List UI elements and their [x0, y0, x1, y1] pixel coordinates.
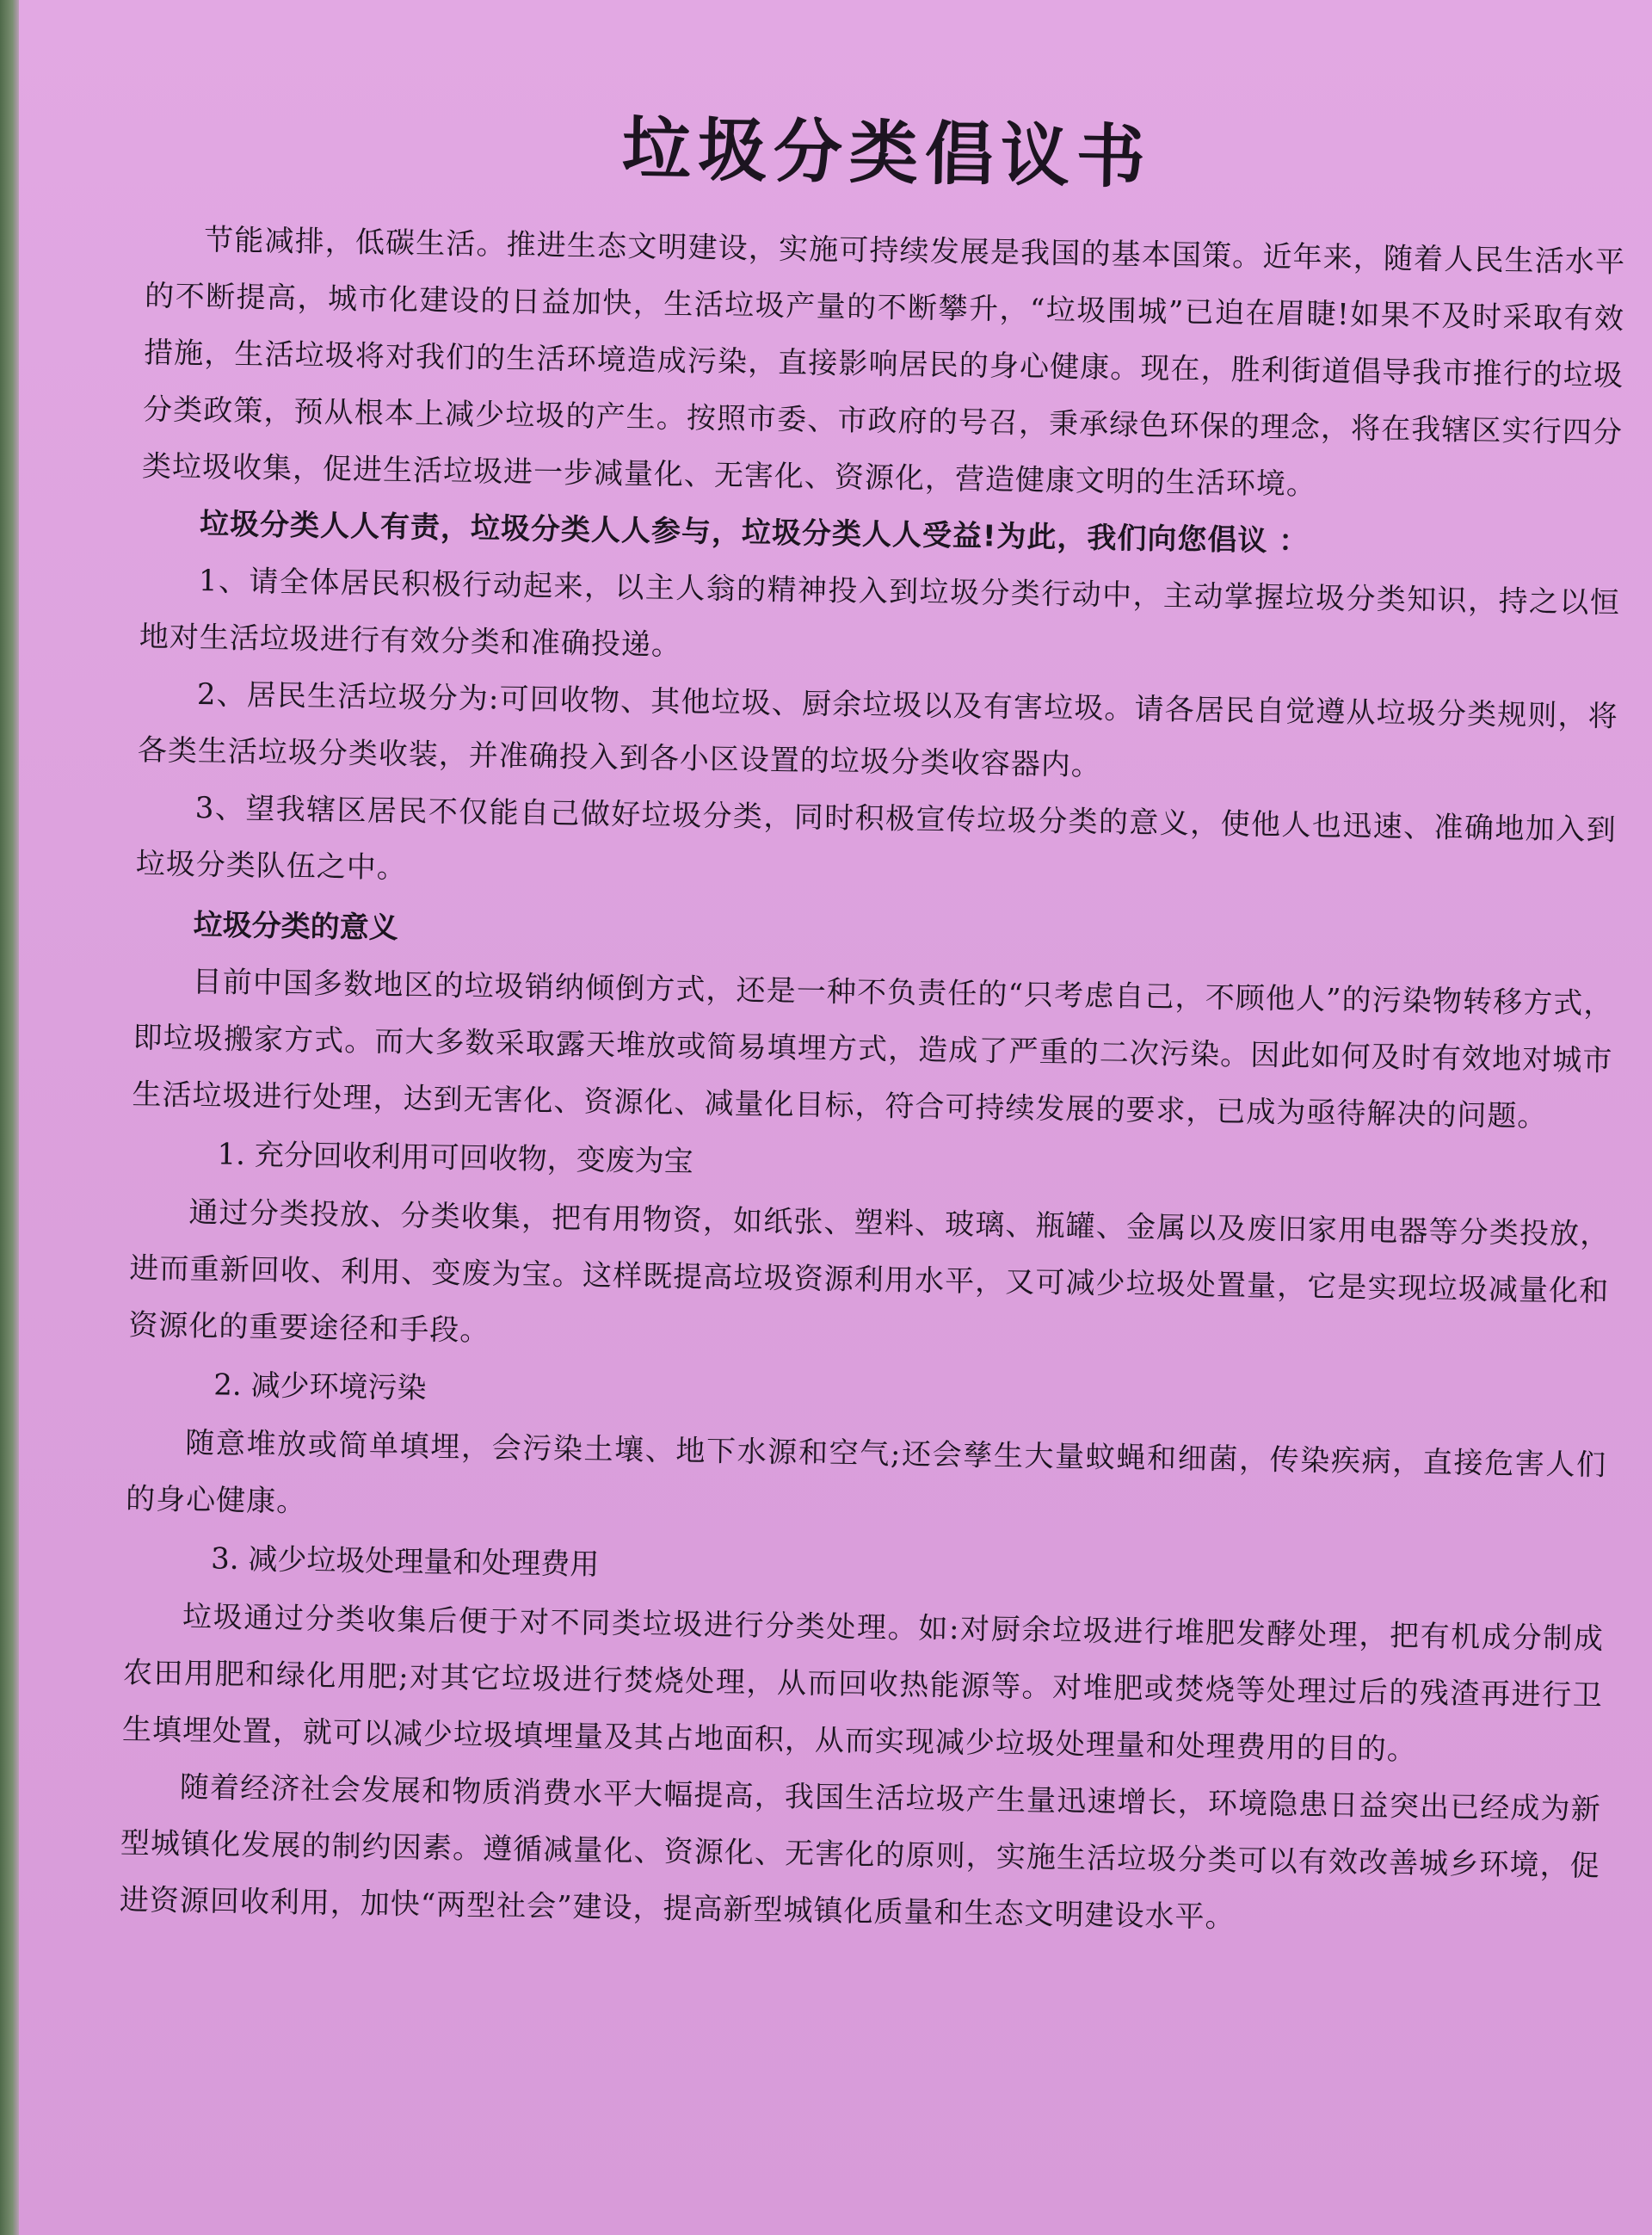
point-body: 垃圾通过分类收集后便于对不同类垃圾进行分类处理。如:对厨余垃圾进行堆肥发酵处理，把有机成分制成农田用肥和绿化用肥;对其它垃圾进行焚烧处理，从而回收热能源等。对堆肥或焚烧等处理过后的残渣再进行卫生填埋处置，就可以减少垃圾填埋量及其占地面积，从而实现减少垃圾处理量和处理费用的目的。 [121, 1599, 1605, 1768]
paper-sheet [19, 0, 1652, 2235]
point-body: 通过分类投放、分类收集，把有用物资，如纸张、塑料、玻璃、瓶罐、金属以及废旧家用电器等分类投放，进而重新回收、利用、变废为宝。这样既提高垃圾资源利用水平，又可减少垃圾处置量，它是实现垃圾减量化和资源化的重要途径和手段。 [128, 1195, 1611, 1349]
page-edge-shadow [0, 0, 21, 2235]
document-title: 垃圾分类倡议书 [621, 108, 1153, 198]
point-heading: 2. 减少环境污染 [213, 1368, 427, 1406]
conclusion-paragraph: 随着经济社会发展和物质消费水平大幅提高，我国生活垃圾产生量迅速增长，环境隐患日益突出已经成为新型城镇化发展的制约因素。遵循减量化、资源化、无害化的原则，实施生活垃圾分类可以有效改善城乡环境，促进资源回收利用，加快“两型社会”建设，提高新型城镇化质量和生态文明建设水平。 [119, 1769, 1602, 1936]
call-to-action-line: 垃圾分类人人有责，垃圾分类人人参与，垃圾分类人人受益!为此，我们向您倡议 ： [199, 507, 1310, 559]
proposal-item: 3、望我辖区居民不仅能自己做好垃圾分类，同时积极宣传垃圾分类的意义，使他人也迅速、准确地加入到垃圾分类队伍之中。 [135, 790, 1617, 886]
meaning-intro-paragraph: 目前中国多数地区的垃圾销纳倾倒方式，还是一种不负责任的“只考虑自己，不顾他人”的污染物转移方式，即垃圾搬家方式。而大多数采取露天堆放或简易填埋方式，造成了严重的二次污染。因此如何及时有效地对城市生活垃圾进行处理，达到无害化、资源化、减量化目标，符合可持续发展的要求，已成为亟待解决的问题。 [132, 964, 1614, 1134]
document-body [119, 86, 1627, 1952]
meaning-heading: 垃圾分类的意义 [193, 907, 398, 946]
point-heading: 1. 充分回收利用可回收物，变废为宝 [217, 1137, 694, 1180]
point-body: 随意堆放或简单填埋，会污染土壤、地下水源和空气;还会孳生大量蚊蝇和细菌，传染疾病，直接危害人们的身心健康。 [125, 1425, 1607, 1520]
proposal-item: 1、请全体居民积极行动起来，以主人翁的精神投入到垃圾分类行动中，主动掌握垃圾分类知识，持之以恒地对生活垃圾进行有效分类和准确投递。 [139, 563, 1621, 663]
proposal-item: 2、居民生活垃圾分为:可回收物、其他垃圾、厨余垃圾以及有害垃圾。请各居民自觉遵从垃圾分类规则，将各类生活垃圾分类收装，并准确投入到各小区设置的垃圾分类收容器内。 [137, 676, 1619, 783]
intro-paragraph: 节能减排，低碳生活。推进生态文明建设，实施可持续发展是我国的基本国策。近年来，随着人民生活水平的不断提高，城市化建设的日益加快，生活垃圾产量的不断攀升，“垃圾围城”已迫在眉睫!如果不及时采取有效措施，生活垃圾将对我们的生活环境造成污染，直接影响居民的身心健康。现在，胜利街道倡导我市推行的垃圾分类政策，预从根本上减少垃圾的产生。按照市委、市政府的号召，秉承绿色环保的理念，将在我辖区实行四分类垃圾收集，促进生活垃圾进一步减量化、无害化、资源化，营造健康文明的生活环境。 [141, 223, 1626, 503]
point-heading: 3. 减少垃圾处理量和处理费用 [210, 1541, 600, 1583]
